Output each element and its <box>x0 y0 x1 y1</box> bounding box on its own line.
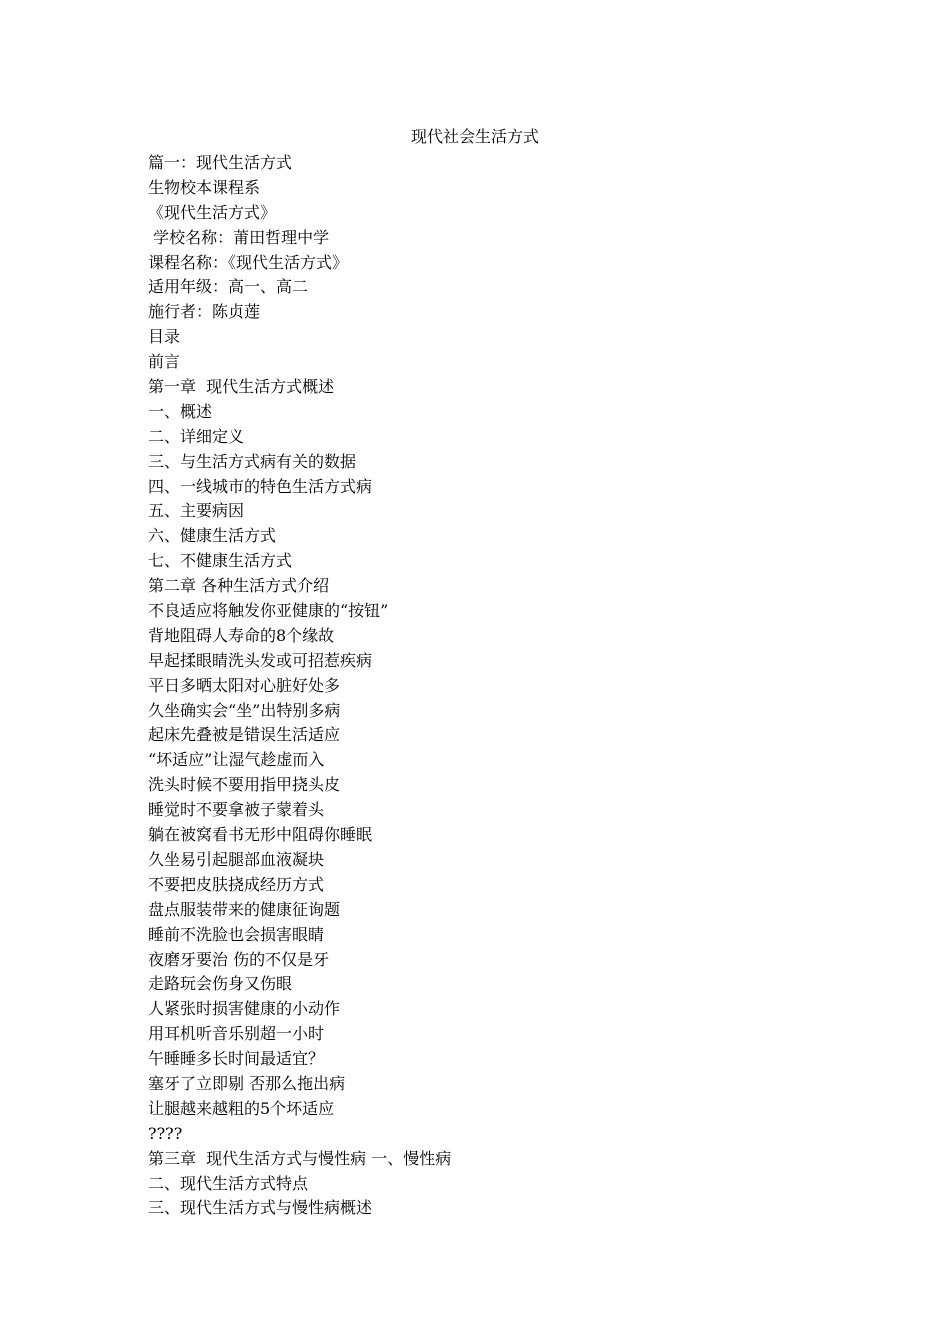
document-line: 课程名称：《现代生活方式》 <box>148 252 349 272</box>
document-line: 躺在被窝看书无形中阻碍你睡眠 <box>148 825 373 845</box>
document-line: 平日多晒太阳对心脏好处多 <box>148 675 341 695</box>
document-line: 四、一线城市的特色生活方式病 <box>148 476 373 496</box>
document-line: 六、健康生活方式 <box>148 526 277 546</box>
document-line: 第一章 现代生活方式概述 <box>148 377 335 397</box>
document-line: 不良适应将触发你亚健康的“按钮” <box>148 601 389 621</box>
document-line: 不要把皮肤挠成经历方式 <box>148 874 325 894</box>
document-line: 学校名称：莆田哲理中学 <box>148 227 330 247</box>
document-line: ???? <box>148 1123 183 1143</box>
document-line: 《现代生活方式》 <box>148 202 277 222</box>
document-line: 第三章 现代生活方式与慢性病 一、慢性病 <box>148 1148 452 1168</box>
document-line: 适用年级：高一、高二 <box>148 277 309 297</box>
document-title-text: 现代社会生活方式 <box>410 127 539 146</box>
document-line: 久坐易引起腿部血液凝块 <box>148 849 325 869</box>
document-line: 塞牙了立即剔 否那么拖出病 <box>148 1073 346 1093</box>
document-line: 走路玩会伤身又伤眼 <box>148 974 293 994</box>
document-line: 七、不健康生活方式 <box>148 551 293 571</box>
document-line: “坏适应”让湿气趁虚而入 <box>148 750 325 770</box>
document-line: 第二章 各种生活方式介绍 <box>148 576 330 596</box>
document-line: 夜磨牙要治 伤的不仅是牙 <box>148 949 330 969</box>
document-line: 洗头时候不要用指甲挠头皮 <box>148 775 341 795</box>
document-line: 盘点服装带来的健康征询题 <box>148 899 341 919</box>
document-title <box>0 126 950 148</box>
document-line: 三、与生活方式病有关的数据 <box>148 451 357 471</box>
document-line: 午睡睡多长时间最适宜？ <box>148 1049 325 1069</box>
document-line: 睡觉时不要拿被子蒙着头 <box>148 800 325 820</box>
document-line: 起床先叠被是错误生活适应 <box>148 725 341 745</box>
document-line: 前言 <box>148 352 181 372</box>
document-line: 让腿越来越粗的5个坏适应 <box>148 1098 335 1118</box>
document-line: 久坐确实会“坐”出特别多病 <box>148 700 341 720</box>
document-line: 施行者：陈贞莲 <box>148 302 261 322</box>
document-line: 一、概述 <box>148 401 213 421</box>
document-line: 睡前不洗脸也会损害眼睛 <box>148 924 325 944</box>
document-line: 早起揉眼睛洗头发或可招惹疾病 <box>148 650 373 670</box>
document-line: 五、主要病因 <box>148 501 245 521</box>
document-line: 目录 <box>148 327 181 347</box>
document-line: 二、详细定义 <box>148 426 245 446</box>
document-line: 三、现代生活方式与慢性病概述 <box>148 1198 373 1218</box>
document-line: 人紧张时损害健康的小动作 <box>148 999 341 1019</box>
document-line: 用耳机听音乐别超一小时 <box>148 1024 325 1044</box>
document-line: 二、现代生活方式特点 <box>148 1173 309 1193</box>
document-body <box>148 151 848 1221</box>
document-line: 背地阻碍人寿命的8个缘故 <box>148 625 335 645</box>
document-line: 篇一：现代生活方式 <box>148 153 293 172</box>
document-line: 生物校本课程系 <box>148 177 261 197</box>
